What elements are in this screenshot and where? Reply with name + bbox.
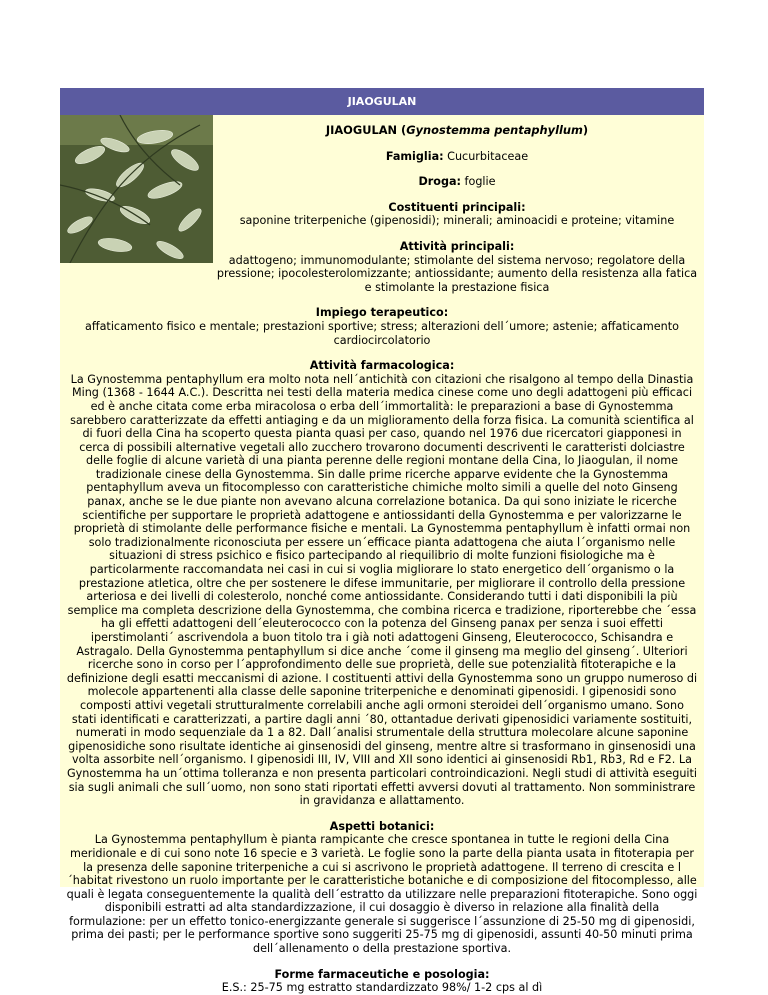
pharmacology-text: La Gynostemma pentaphyllum era molto nota nell´antichità con citazioni che risalgono al tempo della Dinastia Ming (1368 - 1644 A.C.). Descritta nei testi della materia medica cinese come uno degli adattogeni più efficaci ed è anche citata come erba miracolosa o erba dell´immortalità: le preparazioni a base di Gynostemma sarebbero caratterizzate da effetti antiaging e da un miglioramento della forza fisica. La comunità scientifica al di fuori della Cina ha scoperto questa pianta quasi per caso, quando nel 1976 due ricercatori giapponesi in cerca di possibili alternative vegetali allo zucchero trovarono documenti descriventi le caratteristi dolciastre delle foglie di alcune varietà di una pianta perenne delle regioni montane della Cina, lo Jiaogulan, il nome tradizionale cinese della Gynostemma. Sin dalle prime ricerche apparve evidente che la Gynostemma pentaphyllum aveva un fitocomplesso con caratteristiche chimiche molto simili a quelle del noto Ginseng panax, anche se le due piante non avevano alcuna correlazione botanica. Da qui sono iniziate le ricerche scientifiche per supportare le proprietà adattogene e antiossidanti della Gynostemma e per valorizzarne le proprietà di stimolante delle performance fisiche e mentali. La Gynostemma pentaphyllum è infatti ormai non solo tradizionalmente riconosciuta per essere un´efficace pianta adattogena che aiuta l´organismo nelle situazioni di stress psichico e fisico partecipando al riequilibrio di molte funzioni fisiologiche ma è particolarmente raccomandata nei casi in cui si voglia migliorare lo stato energetico dell´organismo o la prestazione atletica, oltre che per sostenere le difese immunitarie, per migliorare il controllo della pressione arteriosa e dei livelli di colesterolo, nonché come antiossidante. Considerando tutti i dati disponibili la più semplice ma completa descrizione della Gynostemma, che combina ricerca e tradizione, riporterebbe che ´essa ha gli effetti adattogeni dell´eleuterococco con la potenza del Ginseng panax per senza i suoi effetti iperstimolanti´ ascrivendola a buon titolo tra i già noti adattogeni Ginseng, Eleuterococco, Schisandra e Astragalo. Della Gynostemma pentaphyllum si dice anche ´come il ginseng ma meglio del ginseng´. Ulteriori ricerche sono in corso per l´approfondimento delle sue proprietà, delle sue potenzialità fitoterapiche e la definizione degli esatti meccanismi di azione. I costituenti attivi della Gynostemma sono un gruppo numeroso di molecole appartenenti alla classe delle saponine triterpeniche e denominati gipenosidi. I gipenosidi sono composti attivi vegetali strutturalmente correlabili anche agli ormoni steroidei dell´organismo umano. Sono stati identificati e caratterizzati, a partire dagli anni ´80, ottantadue derivati gipenosidici variamente sostituiti, numerati in modo sequenziale da 1 a 82. Dall´analisi strumentale della struttura molecolare alcune saponine gipenosidiche sono risultate identiche ai ginsenosidi del ginseng, mentre altre si trasformano in ginsenosidi una volta assorbite nell´organismo. I gipenosidi III, IV, VIII and XII sono identici ai ginsenosidi Rb1, Rb3, Rd e F2. La Gynostemma ha un´ottima tolleranza e non presenta particolari controindicazioni. Negli studi di attività eseguiti sia sugli animali che sull´uomo, non sono stati riportati effetti avversi dovuti al trattamento. Non somministrare in gravidanza e allattamento. xyxy=(66,372,698,808)
use-title: Impiego terapeutico: xyxy=(315,306,449,320)
header-bar xyxy=(60,88,704,115)
forms-title: Forme farmaceutiche e posologia: xyxy=(274,967,490,981)
document-page xyxy=(60,88,704,995)
pharmacology-title: Attività farmacologica: xyxy=(309,359,455,373)
header-title: JIAOGULAN xyxy=(347,95,417,108)
botany-text: La Gynostemma pentaphyllum è pianta rampicante che cresce spontanea in tutte le regioni della Cina meridionale e di cui sono note 16 specie e 3 varietà. Le foglie sono la parte della pianta usata in fitoterapia per la presenza delle saponine triterpeniche a cui si ascrivono le proprietà adattogene. Il terreno di crescita e l´habitat rivestono un ruolo importante per le caratteristiche botaniche e di composizione del fitocomplesso, alle quali è legata conseguentemente la qualità dell´estratto da utilizzare nelle preparazioni fitoterapiche. Sono oggi disponibili estratti ad alta standardizzazione, il cui dosaggio è diverso in relazione alla finalità della formulazione: per un effetto tonico-energizzante generale si suggerisce l´assunzione di 25-50 mg di gipenosidi, prima dei pasti; per le performance sportive sono suggeriti 25-75 mg di gipenosidi, assunti 40-50 minuti prima dell´allenamento o della prestazione sportiva. xyxy=(66,833,698,956)
constituents-title: Costituenti principali: xyxy=(388,200,526,214)
botany-title: Aspetti botanici: xyxy=(329,819,435,833)
main-content xyxy=(60,115,704,995)
activities-title: Attività principali: xyxy=(399,239,515,253)
forms-text: E.S.: 25-75 mg estratto standardizzato 98%/ 1-2 cps al dì xyxy=(221,981,543,995)
family-line: Famiglia: Cucurbitaceae xyxy=(385,149,529,163)
activities-text: adattogeno; immunomodulante; stimolante del sistema nervoso; regolatore della pressione; ipocolesterolomizzante; antiossidante; aumento della resistenza alla fatica e stimolante la prestazione fisica xyxy=(216,253,698,294)
page-title: JIAOGULAN (Gynostemma pentaphyllum) xyxy=(325,123,589,137)
drug-line: Droga: foglie xyxy=(418,175,496,189)
plant-photo xyxy=(60,115,213,263)
use-text: affaticamento fisico e mentale; prestazioni sportive; stress; alterazioni dell´umore; astenie; affaticamento cardiocircolatorio xyxy=(85,319,679,347)
constituents-text: saponine triterpeniche (gipenosidi); minerali; aminoacidi e proteine; vitamine xyxy=(239,214,675,228)
leaf-illustration-icon xyxy=(60,115,213,263)
